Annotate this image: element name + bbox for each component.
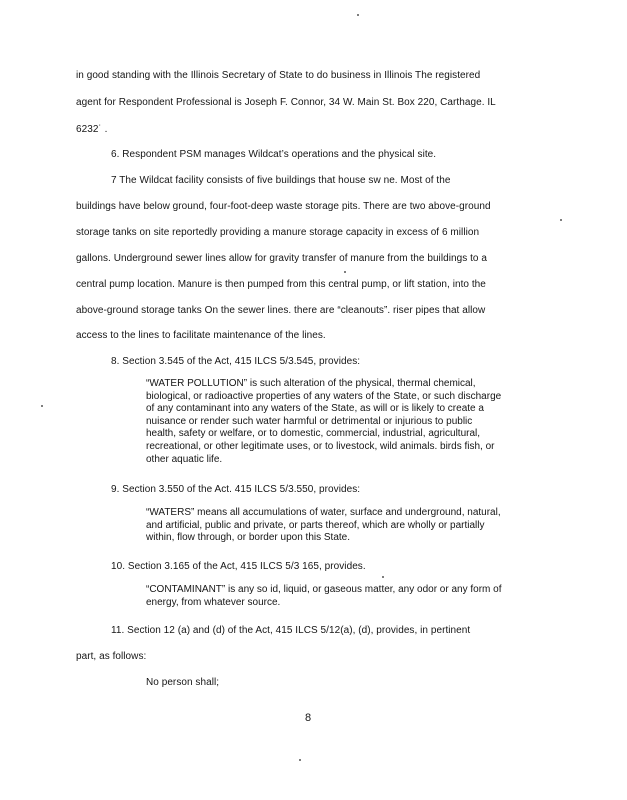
quote-line: “WATERS” means all accumulations of water, surface and underground, natural, [146,507,501,518]
scan-speck [299,759,301,761]
scan-speck [41,405,43,407]
quote-contaminant [146,584,502,609]
paragraph-8: 8. Section 3.545 of the Act, 415 ILCS 5/3.545, provides: [111,356,361,367]
body-line-9: central pump location. Manure is then pumped from this central pump, or lift station, into the [76,279,486,290]
paragraph-10: 10. Section 3.165 of the Act, 415 ILCS 5/3 165, provides. [111,561,366,572]
quote-line: within, flow through, or border upon this State. [146,532,351,544]
quote-line: of any contaminant into any waters of the State, as will or is likely to create a [146,403,484,415]
paragraph-11-continued: part, as follows: [76,651,147,662]
quote-waters [146,507,501,545]
body-line-2: agent for Respondent Professional is Joseph F. Connor, 34 W. Main St. Box 220, Carthage. IL [76,97,496,108]
paragraph-11: 11. Section 12 (a) and (d) of the Act, 415 ILCS 5/12(a), (d), provides, in pertinent [111,625,471,636]
body-line-10: above-ground storage tanks On the sewer lines. there are “cleanouts”. riser pipes that allow [76,305,486,316]
page-number: 8 [305,712,312,724]
quote-line: and artificial, public and private, or parts thereof, which are wholly or partially [146,519,485,531]
body-line-3: 6232˙ . [76,124,108,135]
quote-line: recreational, or other legitimate uses, or to livestock, wild animals. birds fish, or [146,440,495,452]
quote-water-pollution [146,378,501,466]
paragraph-7: 7 The Wildcat facility consists of five buildings that house sw ne. Most of the [111,175,451,186]
scan-speck [560,219,562,221]
body-line-11: access to the lines to facilitate maintenance of the lines. [76,330,326,341]
paragraph-6: 6. Respondent PSM manages Wildcat’s operations and the physical site. [111,149,437,160]
quote-line: health, safety or welfare, or to domestic, commercial, industrial, agricultural, [146,428,481,440]
quote-line: energy, from whatever source. [146,596,281,608]
scan-speck [382,576,384,578]
quote-line: biological, or radioactive properties of any waters of the State, or such discharge [146,390,502,402]
scan-speck [344,271,346,273]
body-line-7: storage tanks on site reportedly providing a manure storage capacity in excess of 6 million [76,227,480,238]
quote-line: “CONTAMINANT” is any so id, liquid, or gaseous matter, any odor or any form of [146,584,502,595]
quote-line: nuisance or render such water harmful or detrimental or injurious to public [146,415,473,427]
scan-speck [357,14,359,16]
quote-line: other aquatic life. [146,453,223,465]
body-line-8: gallons. Underground sewer lines allow for gravity transfer of manure from the buildings to a [76,253,487,264]
body-line-6: buildings have below ground, four-foot-deep waste storage pits. There are two above-ground [76,201,491,212]
paragraph-9: 9. Section 3.550 of the Act. 415 ILCS 5/3.550, provides: [111,484,361,495]
quote-line: “WATER POLLUTION” is such alteration of the physical, thermal chemical, [146,378,476,389]
no-person-shall: No person shall; [146,677,220,688]
body-line-1: in good standing with the Illinois Secretary of State to do business in Illinois The registered [76,70,481,81]
